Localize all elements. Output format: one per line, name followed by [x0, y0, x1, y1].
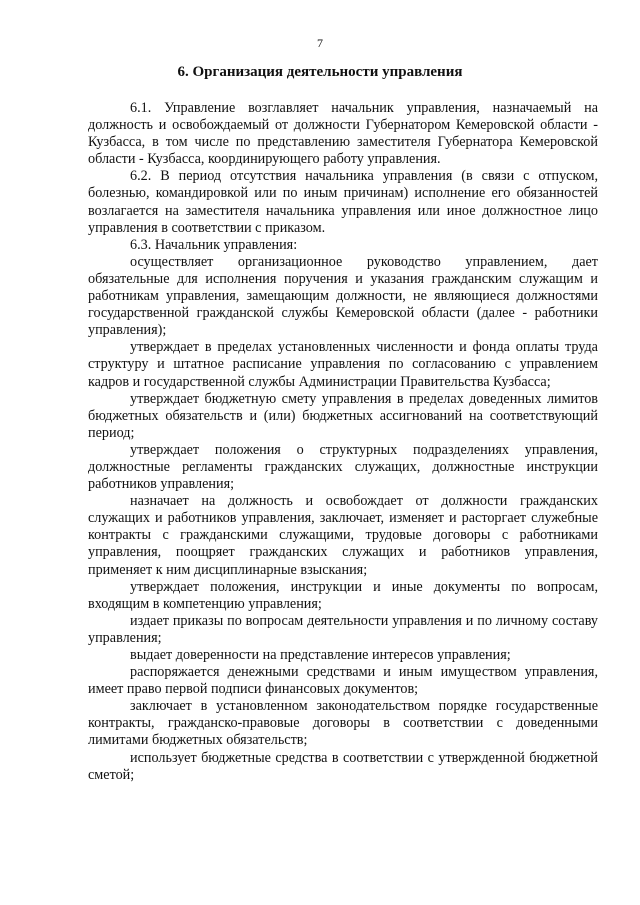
paragraph: утверждает бюджетную смету управления в пределах доведенных лимитов бюджетных обязательств и (или) бюджетных ассигнований на соответствующий период; [88, 390, 598, 441]
paragraph: издает приказы по вопросам деятельности управления и по личному составу управления; [88, 612, 598, 646]
section-heading: 6. Организация деятельности управления [177, 64, 463, 80]
paragraph: 6.3. Начальник управления: [130, 236, 298, 253]
paragraph: выдает доверенности на представление интересов управления; [130, 647, 511, 663]
paragraph: утверждает в пределах установленных численности и фонда оплаты труда структуру и штатное расписание управления по согласованию с управлением кадров и государственной службы Администрации Правительства Кузбасса; [88, 339, 598, 390]
paragraph: использует бюджетные средства в соответствии с утвержденной бюджетной сметой; [88, 749, 598, 783]
paragraph: заключает в установленном законодательством порядке государственные контракты, гражданско-правовые договоры в соответствии с доведенными лимитами бюджетных обязательств; [88, 698, 598, 749]
paragraph: утверждает положения о структурных подразделениях управления, должностные регламенты гражданских служащих, должностные инструкции работников управления; [88, 441, 598, 493]
paragraph: осуществляет организационное руководство управлением, дает обязательные для исполнения поручения и указания гражданским служащим и работникам управления, замещающим должности, не являющиеся должностями государственной гражданской службы Кемеровской области (далее - работники управления); [88, 253, 598, 339]
page-number: 7 [317, 36, 323, 50]
paragraph: 6.1. Управление возглавляет начальник управления, назначаемый на должность и освобождаемый от должности Губернатором Кемеровской области - Кузбасса, в том числе по представлению заместителя Губернатора Кемеровской области - Кузбасса, координирующего работу управления. [88, 100, 598, 168]
paragraph: распоряжается денежными средствами и иным имуществом управления, имеет право первой подписи финансовых документов; [88, 664, 598, 698]
paragraph: утверждает положения, инструкции и иные документы по вопросам, входящим в компетенцию управления; [88, 578, 598, 612]
paragraph: назначает на должность и освобождает от должности гражданских служащих и работников управления, заключает, изменяет и расторгает служебные контракты с гражданскими служащими, трудовые договоры с работниками управления, поощряет гражданских служащих и работников управления, применяет к ним дисциплинарные взыскания; [88, 493, 598, 578]
document-body [88, 100, 598, 784]
paragraph: 6.2. В период отсутствия начальника управления (в связи с отпуском, болезнью, командировкой или по иным причинам) исполнение его обязанностей возлагается на заместителя начальника управления или иное должностное лицо управления в соответствии с приказом. [88, 168, 598, 236]
